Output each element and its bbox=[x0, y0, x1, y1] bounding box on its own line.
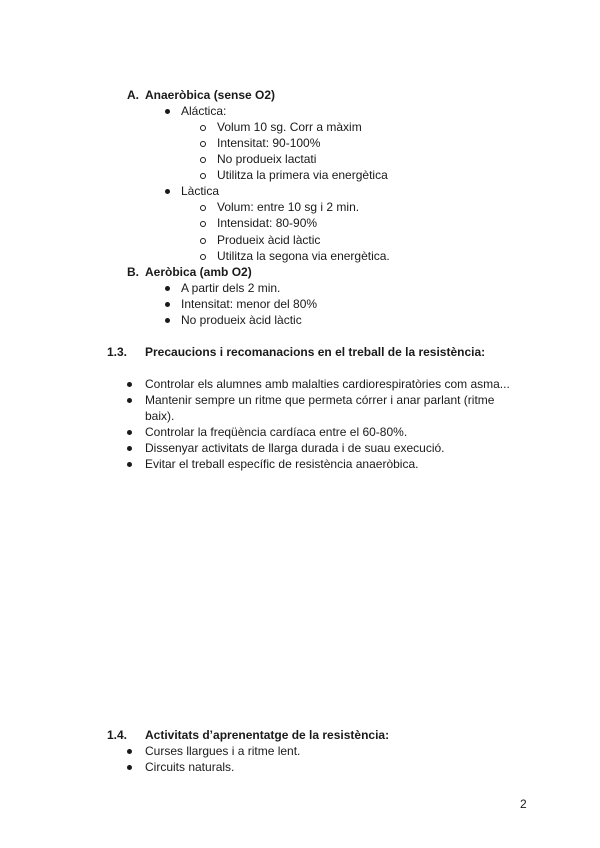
section-b-letter: B. bbox=[127, 265, 139, 279]
list-item: Controlar la freqüència cardíaca entre el 60-80%. bbox=[145, 425, 408, 439]
list-item: No produeix àcid làctic bbox=[181, 313, 302, 327]
bullet-circle bbox=[200, 238, 206, 244]
list-item: Utilitza la primera via energètica bbox=[217, 168, 388, 182]
bullet-disc bbox=[127, 430, 132, 435]
section-1-4-number: 1.4. bbox=[107, 728, 128, 742]
bullet-disc bbox=[127, 382, 132, 387]
list-item: Volum 10 sg. Corr a màxim bbox=[217, 120, 362, 134]
alactica-label: Aláctica: bbox=[181, 104, 227, 118]
list-item: Controlar els alumnes amb malalties cardiorespiratòries com asma... bbox=[145, 377, 510, 391]
section-1-4-title: Activitats d’aprenentatge de la resistència: bbox=[145, 728, 390, 742]
list-item-continuation: baix). bbox=[145, 409, 175, 423]
list-item: A partir dels 2 min. bbox=[181, 281, 281, 295]
list-item: Volum: entre 10 sg i 2 min. bbox=[217, 200, 360, 214]
list-item: Produeix àcid làctic bbox=[217, 233, 321, 247]
list-item: Curses llargues i a ritme lent. bbox=[145, 744, 301, 758]
page-number: 2 bbox=[520, 797, 527, 811]
list-item: Intensitat: 90-100% bbox=[217, 136, 321, 150]
list-item: Intensitat: menor del 80% bbox=[181, 297, 318, 311]
list-item: No produeix lactati bbox=[217, 152, 317, 166]
bullet-circle bbox=[200, 157, 206, 163]
bullet-disc bbox=[127, 749, 132, 754]
bullet-disc bbox=[127, 446, 132, 451]
bullet-disc bbox=[127, 398, 132, 403]
section-a-title: Anaeròbica (sense O2) bbox=[145, 88, 276, 102]
list-item: Dissenyar activitats de llarga durada i de suau execució. bbox=[145, 441, 445, 455]
list-item: Utilitza la segona via energètica. bbox=[217, 249, 390, 263]
list-item: Mantenir sempre un ritme que permeta córrer i anar parlant (ritme bbox=[145, 393, 495, 407]
list-item: Intensidat: 80-90% bbox=[217, 216, 318, 230]
bullet-disc bbox=[165, 109, 170, 114]
section-a-letter: A. bbox=[127, 88, 139, 102]
bullet-circle bbox=[200, 141, 206, 147]
bullet-disc bbox=[165, 189, 170, 194]
bullet-circle bbox=[200, 254, 206, 260]
section-1-3-number: 1.3. bbox=[107, 345, 128, 359]
bullet-circle bbox=[200, 125, 206, 131]
bullet-disc bbox=[127, 462, 132, 467]
bullet-disc bbox=[165, 302, 170, 307]
bullet-circle bbox=[200, 205, 206, 211]
bullet-disc bbox=[127, 765, 132, 770]
list-item: Evitar el treball específic de resistència anaeròbica. bbox=[145, 457, 419, 471]
bullet-circle bbox=[200, 221, 206, 227]
bullet-circle bbox=[200, 173, 206, 179]
bullet-disc bbox=[165, 318, 170, 323]
lactica-label: Làctica bbox=[181, 184, 220, 198]
section-b-title: Aeròbica (amb O2) bbox=[145, 265, 252, 279]
bullet-disc bbox=[165, 286, 170, 291]
list-item: Circuits naturals. bbox=[145, 760, 235, 774]
section-1-3-title: Precaucions i recomanacions en el treball de la resistència: bbox=[145, 345, 486, 359]
